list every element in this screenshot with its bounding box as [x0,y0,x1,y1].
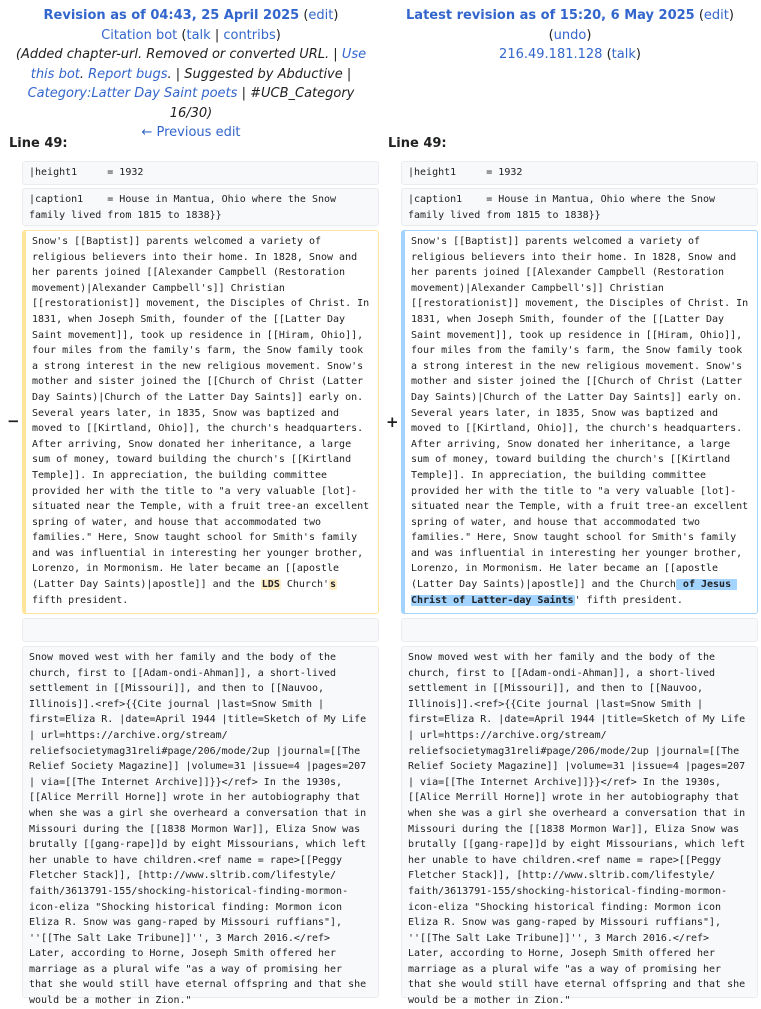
category-link[interactable]: Category:Latter Day Saint poets [27,86,238,101]
paren: ( [698,8,704,23]
left-line-number: Line 49: [9,136,68,151]
previous-edit-link[interactable]: ← Previous edit [141,125,241,140]
edit-summary [8,45,374,123]
paren: ) ( [548,8,734,43]
empty-context-cell-left [22,618,379,642]
report-bugs-link[interactable]: Report bugs [88,66,168,82]
context-cell-left: Snow moved west with her family and the body of the church, first to [[Adam-ondi-Ahman]], a short-lived settlement in [[Missouri]], and then to [[Nauvoo, Illinois]].<ref>{{Cite journal |last=Snow Smith | first=Eliza R. |date=April 1944 |title=Sketch of My Life | url=https://archive.org/stream/ reliefsocietymag31reli#page/206/mode/2up |journal=[[The Relief Society Magazine]] |volume=31 |issue=4 |pages=207 | via=[[The Internet Archive]]}}</ref> In the 1930s, [[Alice Merrill Horne]] wrote in her autobiography that when she was a girl she overheard a conversation that in Missouri during the [[1838 Mormon War]], Eliza Snow was brutally [[gang-rape]]d by eight Missourians, which left her unable to have children.<ref name = rape>[[Peggy Fletcher Stack]], [http://www.sltrib.com/lifestyle/ faith/3613791-155/shocking-historical-finding-mormon-icon-eliza "Shocking historical finding: Mormon icon Eliza R. Snow was gang-raped by Missouri ruffians"], ''[[The Salt Lake Tribune]]'', 3 March 2016.</ref> Later, according to Horne, Joseph Smith offered her marriage as a plural wife "as a way of promising her that she would still have eternal offspring and that she would be a mother in Zion." [22,646,379,998]
deleted-word: LDS [261,579,280,591]
paren: ( [606,47,612,62]
old-revision-header [8,6,374,143]
deleted-char: s [330,579,337,591]
unchanged-text: ' fifth president. [574,594,683,606]
paren: ( [181,27,187,43]
context-cell-right: |height1 = 1932 [401,161,758,185]
use-this-bot-link[interactable]: Use this bot [30,47,367,82]
right-line-number: Line 49: [388,136,447,151]
paren: ( [303,8,309,23]
old-user-talk-link[interactable]: talk [186,27,211,43]
new-user-link[interactable]: 216.49.181.128 [499,47,603,62]
context-cell-right: Snow moved west with her family and the body of the church, first to [[Adam-ondi-Ahman]], a short-lived settlement in [[Missouri]], and then to [[Nauvoo, Illinois]].<ref>{{Cite journal |last=Snow Smith | first=Eliza R. |date=April 1944 |title=Sketch of My Life | url=https://archive.org/stream/ reliefsocietymag31reli#page/206/mode/2up |journal=[[The Relief Society Magazine]] |volume=31 |issue=4 |pages=207 | via=[[The Internet Archive]]}}</ref> In the 1930s, [[Alice Merrill Horne]] wrote in her autobiography that when she was a girl she overheard a conversation that in Missouri during the [[1838 Mormon War]], Eliza Snow was brutally [[gang-rape]]d by eight Missourians, which left her unable to have children.<ref name = rape>[[Peggy Fletcher Stack]], [http://www.sltrib.com/lifestyle/ faith/3613791-155/shocking-historical-finding-mormon-icon-eliza "Shocking historical finding: Mormon icon Eliza R. Snow was gang-raped by Missouri ruffians"], ''[[The Salt Lake Tribune]]'', 3 March 2016.</ref> Later, according to Horne, Joseph Smith offered her marriage as a plural wife "as a way of promising her that she would still have eternal offspring and that she would be a mother in Zion." [401,646,758,998]
paren: ) [586,27,592,43]
context-cell-left: |caption1 = House in Mantua, Ohio where the Snow family lived from 1815 to 1838}} [22,188,379,226]
unchanged-text: Church' [280,579,330,591]
new-user-talk-link[interactable]: talk [611,47,636,62]
old-edit-link[interactable]: edit [308,8,334,23]
deleted-line-cell [22,230,379,614]
unchanged-text: Snow's [[Baptist]] parents welcomed a variety of religious believers into their home. In 1828, Snow and her parents joined [[Alexander Campbell (Restoration movement)|Alexander Campbell's]] Christian [[restorationist]] movement, the Disciples of Christ. In 1831, when Joseph Smith, founder of the [[Latter Day Saint movement]], took up residence in [[Hiram, Ohio]], four miles from the family's farm, the Snow family took a strong interest in the new religious movement. Snow's mother and sister joined the [[Church of Christ (Latter Day Saints)|Church of the Latter Day Saints]] early on. Several years later, in 1835, Snow was baptized and moved to [[Kirtland, Ohio]], the church's headquarters. After arriving, Snow donated her inheritance, a large sum of money, toward building the church's [[Kirtland Temple]]. In appreciation, the building committee provided her with the title to "a very valuable [lot]-situated near the Temple, with a fruit tree-an excellent spring of water, and house that accommodated two families." Here, Snow taught school for Smith's family and was influential in interesting her younger brother, Lorenzo, in Mormonism. He later became an [[apostle (Latter Day Saints)|apostle]] and the [411,236,755,591]
unchanged-text: Snow's [[Baptist]] parents welcomed a variety of religious believers into their home. In 1828, Snow and her parents joined [[Alexander Campbell (Restoration movement)|Alexander Campbell's]] Christian [[restorationist]] movement, the Disciples of Christ. In 1831, when Joseph Smith, founder of the [[Latter Day Saint movement]], took up residence in [[Hiram, Ohio]], four miles from the family's farm, the Snow family took a strong interest in the new religious movement. Snow's mother and sister joined the [[Church of Christ (Latter Day Saints)|Church of the Latter Day Saints]] early on. Several years later, in 1835, Snow was baptized and moved to [[Kirtland, Ohio]], the church's headquarters. After arriving, Snow donated her inheritance, a large sum of money, toward building the church's [[Kirtland Temple]]. In appreciation, the building committee provided her with the title to "a very valuable [lot]-situated near the Temple, with a fruit tree-an excellent spring of water, and house that accommodated two families." Here, Snow taught school for Smith's family and was influential in interesting her younger brother, Lorenzo, in Mormonism. He later became an [[apostle (Latter Day Saints)|apostle]] and the [32,236,376,591]
unchanged-text: fifth president. [32,579,344,606]
old-revision-link[interactable]: Revision as of 04:43, 25 April 2025 [43,8,300,23]
old-user-contribs-link[interactable]: contribs [223,27,276,43]
summary-text: . | Suggested by Abductive | [167,66,352,82]
paren: ) [635,47,641,62]
unchanged-text: Church [639,579,676,591]
new-edit-link[interactable]: edit [703,8,729,23]
deleted-line-marker: − [7,412,20,430]
new-revision-header [388,6,752,65]
added-line-marker: + [386,413,399,431]
separator: | [210,27,224,43]
paren: ) [275,27,281,43]
summary-text: (Added chapter-url. Removed or converted URL. | [15,47,342,62]
context-cell-left: |height1 = 1932 [22,161,379,185]
old-user-link[interactable]: Citation bot [101,27,178,43]
undo-link[interactable]: undo [553,27,587,43]
summary-text: | #UCB_Category 16/30) [169,86,355,121]
summary-text: . [79,66,89,82]
new-revision-link[interactable]: Latest revision as of 15:20, 6 May 2025 [406,8,695,23]
empty-context-cell-right [401,618,758,642]
paren: ) [333,8,339,23]
added-line-cell [401,230,758,614]
inserted-words: of Jesus Christ of Latter-day Saints [411,579,738,606]
context-cell-right: |caption1 = House in Mantua, Ohio where the Snow family lived from 1815 to 1838}} [401,188,758,226]
